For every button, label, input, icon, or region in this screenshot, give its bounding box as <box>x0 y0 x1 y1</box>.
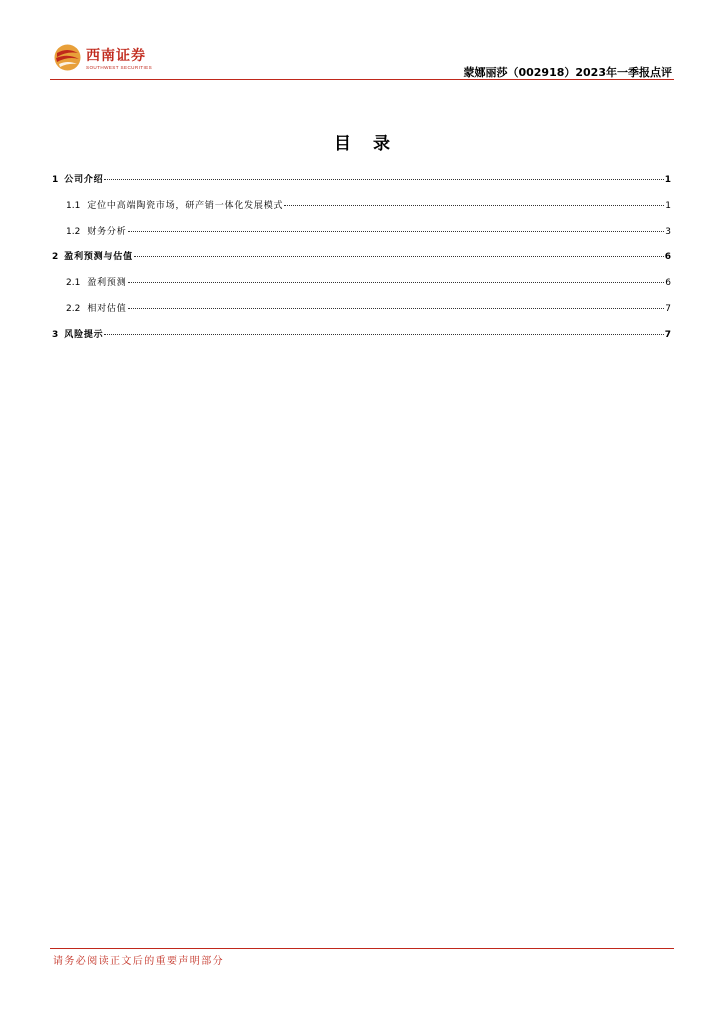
report-title: 蒙娜丽莎（002918）2023年一季报点评 <box>463 66 672 79</box>
toc-entry[interactable] <box>52 172 671 188</box>
header-divider <box>50 79 674 80</box>
toc-entry-page-number: 7 <box>664 329 671 340</box>
company-logo <box>54 44 194 76</box>
toc-entry-page-number: 1 <box>664 175 671 185</box>
toc-dot-leader <box>104 333 663 335</box>
logo-emblem-icon <box>54 44 81 71</box>
logo-chinese-name: 西南证券 <box>86 48 146 64</box>
toc-heading: 目 录 <box>334 134 398 154</box>
toc-dot-leader <box>104 178 663 180</box>
toc-entry[interactable] <box>52 301 671 317</box>
toc-entry-page-number: 6 <box>664 252 671 263</box>
toc-entry[interactable] <box>52 198 671 214</box>
toc-entry-title: 定位中高端陶瓷市场，研产销一体化发展模式 <box>87 200 284 211</box>
toc-entry-title: 相对估值 <box>87 303 127 314</box>
toc-entry-title: 风险提示 <box>64 329 104 340</box>
toc-entry-title: 财务分析 <box>87 226 127 237</box>
toc-dot-leader <box>284 204 664 206</box>
toc-entry-page-number: 1 <box>665 200 671 211</box>
toc-entry-page-number: 3 <box>665 226 671 237</box>
logo-english-name: SOUTHWEST SECURITIES <box>86 65 153 70</box>
toc-entry[interactable] <box>52 275 671 291</box>
toc-dot-leader <box>134 255 664 257</box>
toc-entry-number: 1.2 <box>66 226 81 237</box>
table-of-contents <box>52 172 671 353</box>
toc-entry-number: 3 <box>52 329 59 340</box>
toc-entry-page-number: 6 <box>665 278 671 289</box>
toc-dot-leader <box>128 281 664 283</box>
footer-divider <box>50 948 674 949</box>
toc-entry-number: 1 <box>52 175 59 185</box>
toc-entry-title: 盈利预测与估值 <box>64 252 133 263</box>
toc-entry-title: 盈利预测 <box>87 278 127 289</box>
toc-dot-leader <box>128 307 664 309</box>
toc-entry-number: 1.1 <box>66 200 81 211</box>
toc-entry[interactable] <box>52 224 671 240</box>
toc-entry-number: 2.2 <box>66 303 81 314</box>
toc-dot-leader <box>128 230 664 232</box>
footer-disclaimer: 请务必阅读正文后的重要声明部分 <box>53 956 224 967</box>
toc-entry[interactable] <box>52 327 671 343</box>
toc-entry-number: 2 <box>52 252 59 263</box>
toc-entry[interactable] <box>52 249 671 265</box>
toc-entry-page-number: 7 <box>665 303 671 314</box>
toc-entry-title: 公司介绍 <box>64 175 104 185</box>
toc-entry-number: 2.1 <box>66 278 81 289</box>
